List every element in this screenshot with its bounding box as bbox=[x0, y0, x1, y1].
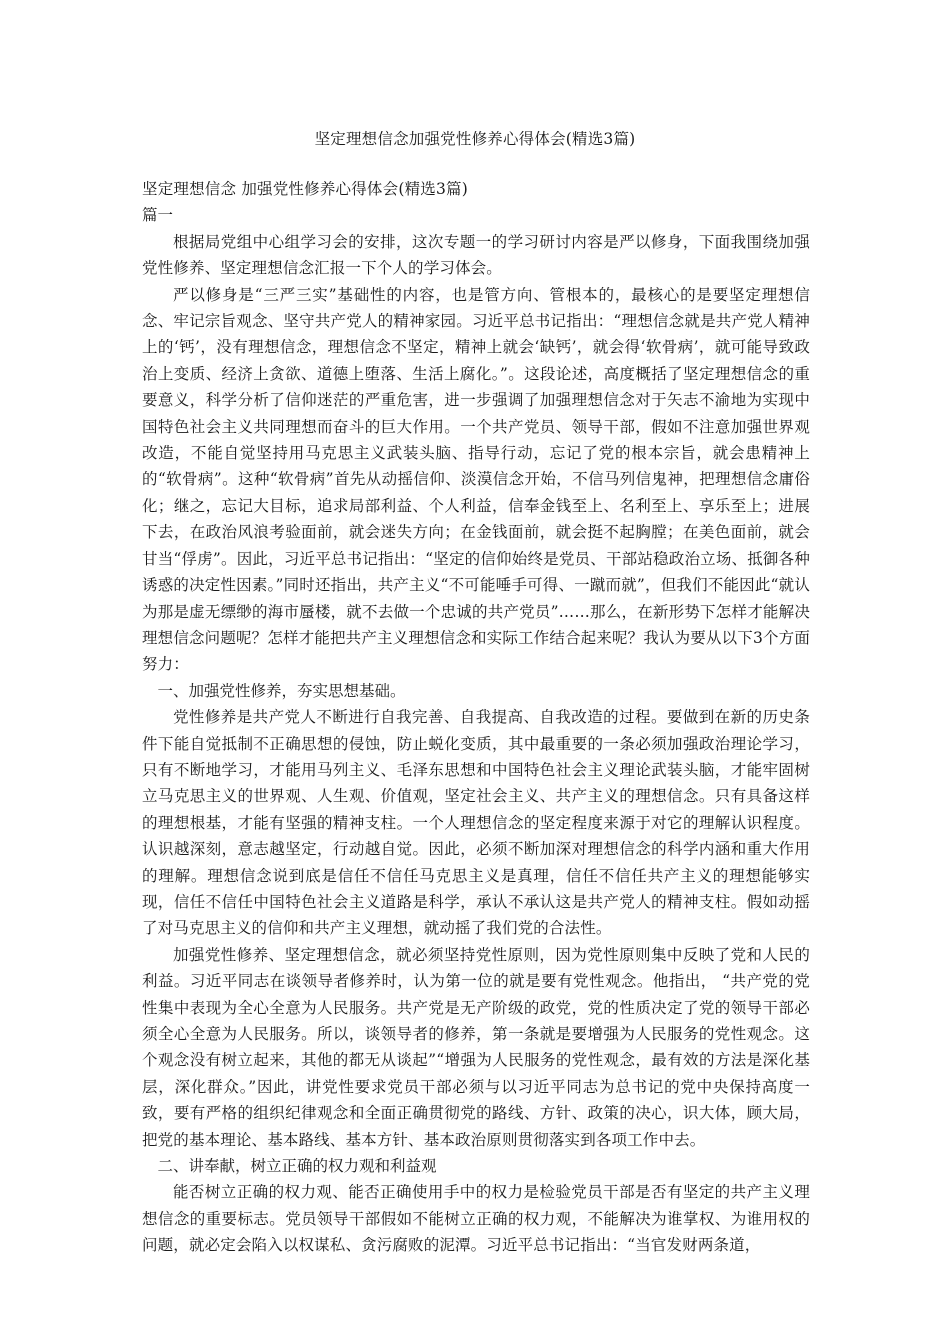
document-title: 坚定理想信念加强党性修养心得体会(精选3篇) bbox=[314, 130, 636, 148]
paragraph: 党性修养是共产党人不断进行自我完善、自我提高、自我改造的过程。要做到在新的历史条件下能自觉抵制不正确思想的侵蚀，防止蜕化变质，其中最重要的一条必须加强政治理论学习，只有不断地学习，才能用马列主义、毛泽东思想和中国特色社会主义理论武装头脑，才能牢固树立马克思主义的世界观、人生观、价值观，坚定社会主义、共产主义的理想信念。只有具备这样的理想根基，才能有坚强的精神支柱。一个人理想信念的坚定程度来源于对它的理解认识程度。认识越深刻，意志越坚定，行动越自觉。因此，必须不断加深对理想信念的科学内涵和重大作用的理解。理想信念说到底是信任不信任马克思主义是真理，信任不信任共产主义的理想能够实现，信任不信任中国特色社会主义道路是科学，承认不承认这是共产党人的精神支柱。假如动摇了对马克思主义的信仰和共产主义理想，就动摇了我们党的合法性。 bbox=[142, 708, 810, 938]
paragraph: 加强党性修养、坚定理想信念，就必须坚持党性原则，因为党性原则集中反映了党和人民的利益。习近平同志在谈领导者修养时，认为第一位的就是要有党性观念。他指出， “共产党的党性集中表现为全心全意为人民服务。共产党是无产阶级的政党，党的性质决定了党的领导干部必须全心全意为人民服务。所以，谈领导者的修养，第一条就是要增强为人民服务的党性观念。这个观念没有树立起来，其他的都无从谈起”“增强为人民服务的党性观念，最有效的方法是深化基层，深化群众。”因此，讲党性要求党员干部必须与以习近平同志为总书记的党中央保持高度一致，要有严格的组织纪律观念和全面正确贯彻党的路线、方针、政策的决心，识大体，顾大局，把党的基本理论、基本路线、基本方针、基本政治原则贯彻落实到各项工作中去。 bbox=[142, 945, 810, 1149]
section-heading-1: 一、加强党性修养，夯实思想基础。 bbox=[157, 681, 406, 700]
document-body bbox=[142, 176, 810, 1259]
paragraph: 根据局党组中心组学习会的安排，这次专题一的学习研讨内容是严以修身，下面我围绕加强党性修养、坚定理想信念汇报一下个人的学习体会。 bbox=[142, 232, 810, 278]
document-subtitle: 坚定理想信念 加强党性修养心得体会(精选3篇) bbox=[142, 180, 468, 198]
part-label: 篇一 bbox=[142, 206, 174, 225]
section-heading-2: 二、讲奉献，树立正确的权力观和利益观 bbox=[157, 1157, 437, 1176]
paragraph: 能否树立正确的权力观、能否正确使用手中的权力是检验党员干部是否有坚定的共产主义理想信念的重要标志。党员领导干部假如不能树立正确的权力观，不能解决为谁掌权、为谁用权的问题，就必定会陷入以权谋私、贪污腐败的泥潭。习近平总书记指出：“当官发财两条道， bbox=[142, 1183, 810, 1255]
paragraph: 严以修身是“三严三实”基础性的内容，也是管方向、管根本的，最核心的是要坚定理想信念、牢记宗旨观念、坚守共产党人的精神家园。习近平总书记指出：“理想信念就是共产党人精神上的‘钙’，没有理想信念，理想信念不坚定，精神上就会‘缺钙’，就会得‘软骨病’，就可能导致政治上变质、经济上贪欲、道德上堕落、生活上腐化。”。这段论述，高度概括了坚定理想信念的重要意义，科学分析了信仰迷茫的严重危害，进一步强调了加强理想信念对于矢志不渝地为实现中国特色社会主义共同理想而奋斗的巨大作用。一个共产党员、领导干部，假如不注意加强世界观改造，不能自觉坚持用马克思主义武装头脑、指导行动，忘记了党的根本宗旨，就会患精神上的“软骨病”。这种“软骨病”首先从动摇信仰、淡漠信念开始，不信马列信鬼神，把理想信念庸俗化；继之，忘记大目标，追求局部利益、个人利益，信奉金钱至上、名利至上、享乐至上；进展下去，在政治风浪考验面前，就会迷失方向；在金钱面前，就会挺不起胸膛；在美色面前，就会甘当“俘虏”。因此，习近平总书记指出：“坚定的信仰始终是党员、干部站稳政治立场、抵御各种诱惑的决定性因素。”同时还指出，共产主义“不可能唾手可得、一蹴而就”，但我们不能因此“就认为那是虚无缥缈的海市蜃楼，就不去做一个忠诚的共产党员”……那么，在新形势下怎样才能解决理想信念问题呢？怎样才能把共产主义理想信念和实际工作结合起来呢？我认为要从以下3个方面努力： bbox=[142, 285, 810, 674]
